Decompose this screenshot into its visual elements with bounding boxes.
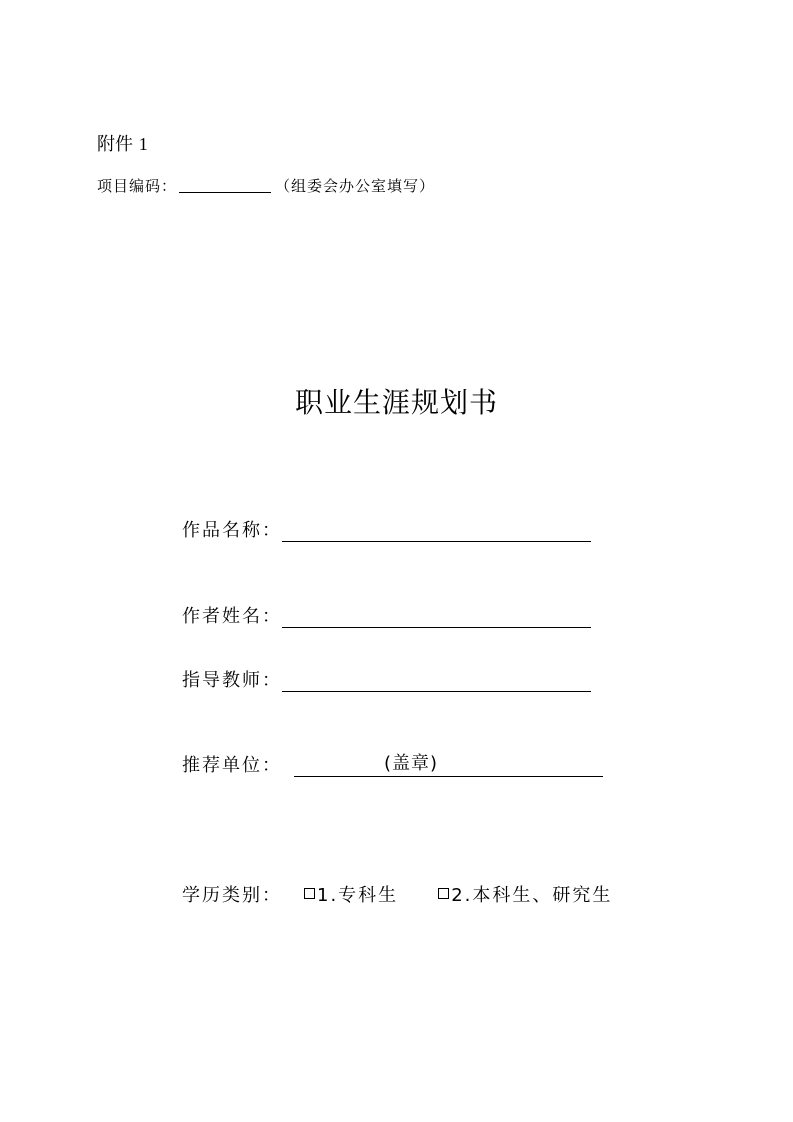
education-type-field	[182, 881, 612, 907]
education-option-undergrad-graduate[interactable]	[438, 881, 612, 907]
project-code-label: 项目编码：	[97, 177, 178, 195]
document-title: 职业生涯规划书	[294, 386, 498, 419]
seal-note: (盖章)	[384, 753, 439, 774]
project-code-note: （组委会办公室填写）	[275, 177, 436, 195]
education-option-junior-college[interactable]	[304, 881, 398, 907]
recommending-unit-input-line[interactable]	[294, 753, 603, 777]
teacher-label: 指导教师：	[182, 670, 282, 691]
education-type-label: 学历类别：	[182, 885, 282, 906]
author-name-label: 作者姓名：	[182, 606, 282, 627]
recommending-unit-field	[182, 751, 603, 777]
project-code-blank[interactable]	[179, 178, 271, 193]
attachment-number: 1	[138, 134, 148, 154]
author-name-input-line[interactable]	[282, 607, 591, 628]
teacher-field	[182, 666, 591, 692]
work-name-label: 作品名称：	[182, 520, 282, 541]
attachment-label: 附件	[97, 134, 133, 155]
education-option-label: 2.本科生、研究生	[451, 885, 613, 906]
project-code-line	[97, 175, 435, 196]
recommending-unit-label: 推荐单位：	[182, 755, 282, 776]
work-name-field	[182, 516, 591, 542]
checkbox-icon[interactable]	[304, 888, 315, 899]
author-name-field	[182, 602, 591, 628]
education-option-label: 1.专科生	[317, 885, 399, 906]
checkbox-icon[interactable]	[438, 888, 449, 899]
work-name-input-line[interactable]	[282, 521, 591, 542]
attachment-heading	[97, 130, 148, 156]
teacher-input-line[interactable]	[282, 671, 591, 692]
